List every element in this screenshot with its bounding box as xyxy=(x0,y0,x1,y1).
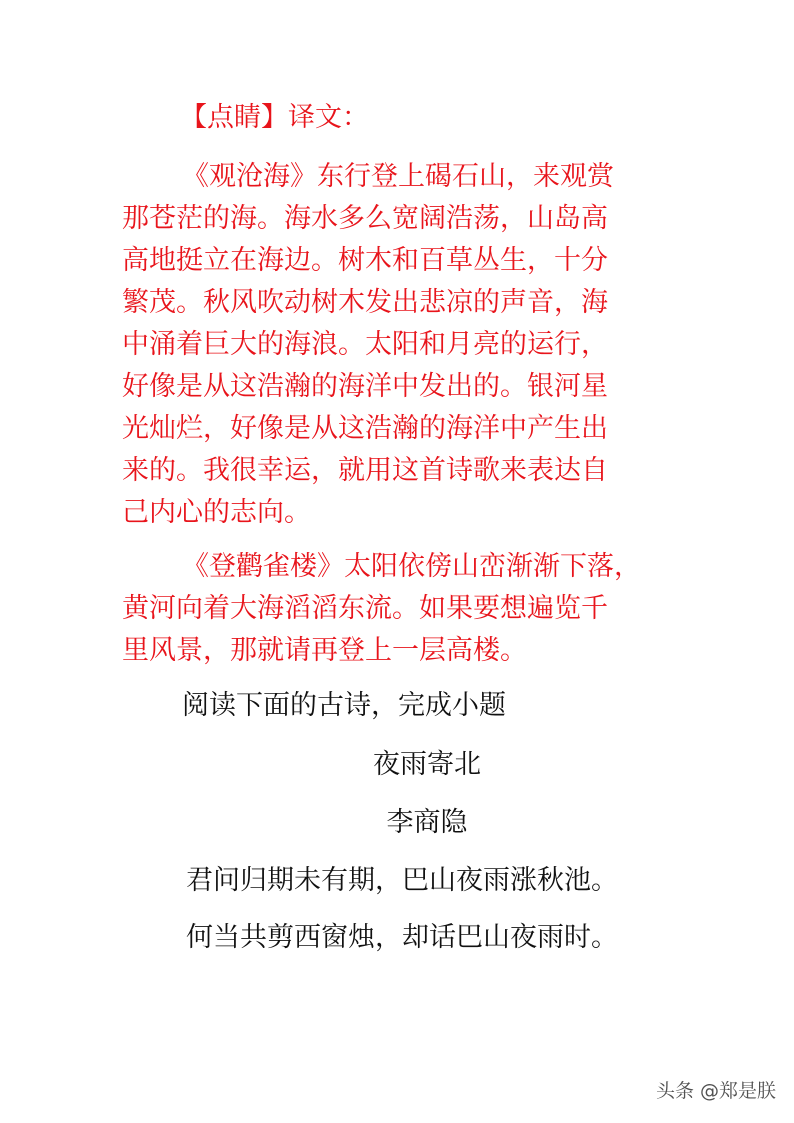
paragraph-line: 《观沧海》东行登上碣石山，来观赏 xyxy=(182,161,614,192)
paragraph-line: 光灿烂，好像是从这浩瀚的海洋中产生出 xyxy=(122,413,608,444)
answer-heading: 【点睛】译文： xyxy=(180,102,369,133)
poem-author: 李商隐 xyxy=(386,807,468,838)
poem-title: 夜雨寄北 xyxy=(373,749,481,780)
paragraph-line: 那苍茫的海。海水多么宽阔浩荡，山岛高 xyxy=(122,203,608,234)
paragraph-line: 好像是从这浩瀚的海洋中发出的。银河星 xyxy=(122,371,608,402)
paragraph-line: 《登鹳雀楼》太阳依傍山峦渐渐下落， xyxy=(182,551,641,582)
translation-guan-canghai xyxy=(122,156,682,534)
paragraph-line: 黄河向着大海滔滔东流。如果要想遍览千 xyxy=(122,593,608,624)
paragraph-line: 里风景，那就请再登上一层高楼。 xyxy=(122,635,527,666)
poem-line: 君问归期未有期，巴山夜雨涨秋池。 xyxy=(186,865,618,896)
paragraph-line: 来的。我很幸运，就用这首诗歌来表达自 xyxy=(122,455,608,486)
paragraph-line: 繁茂。秋风吹动树木发出悲凉的声音，海 xyxy=(122,287,608,318)
paragraph-line: 中涌着巨大的海浪。太阳和月亮的运行， xyxy=(122,329,608,360)
translation-deng-guanque-lou xyxy=(122,546,682,672)
question-instruction: 阅读下面的古诗，完成小题 xyxy=(182,690,506,721)
watermark: 头条 @郑是朕 xyxy=(655,1080,776,1102)
poem-line: 何当共剪西窗烛，却话巴山夜雨时。 xyxy=(186,922,618,953)
paragraph-line: 己内心的志向。 xyxy=(122,497,311,528)
paragraph-line: 高地挺立在海边。树木和百草丛生，十分 xyxy=(122,245,608,276)
